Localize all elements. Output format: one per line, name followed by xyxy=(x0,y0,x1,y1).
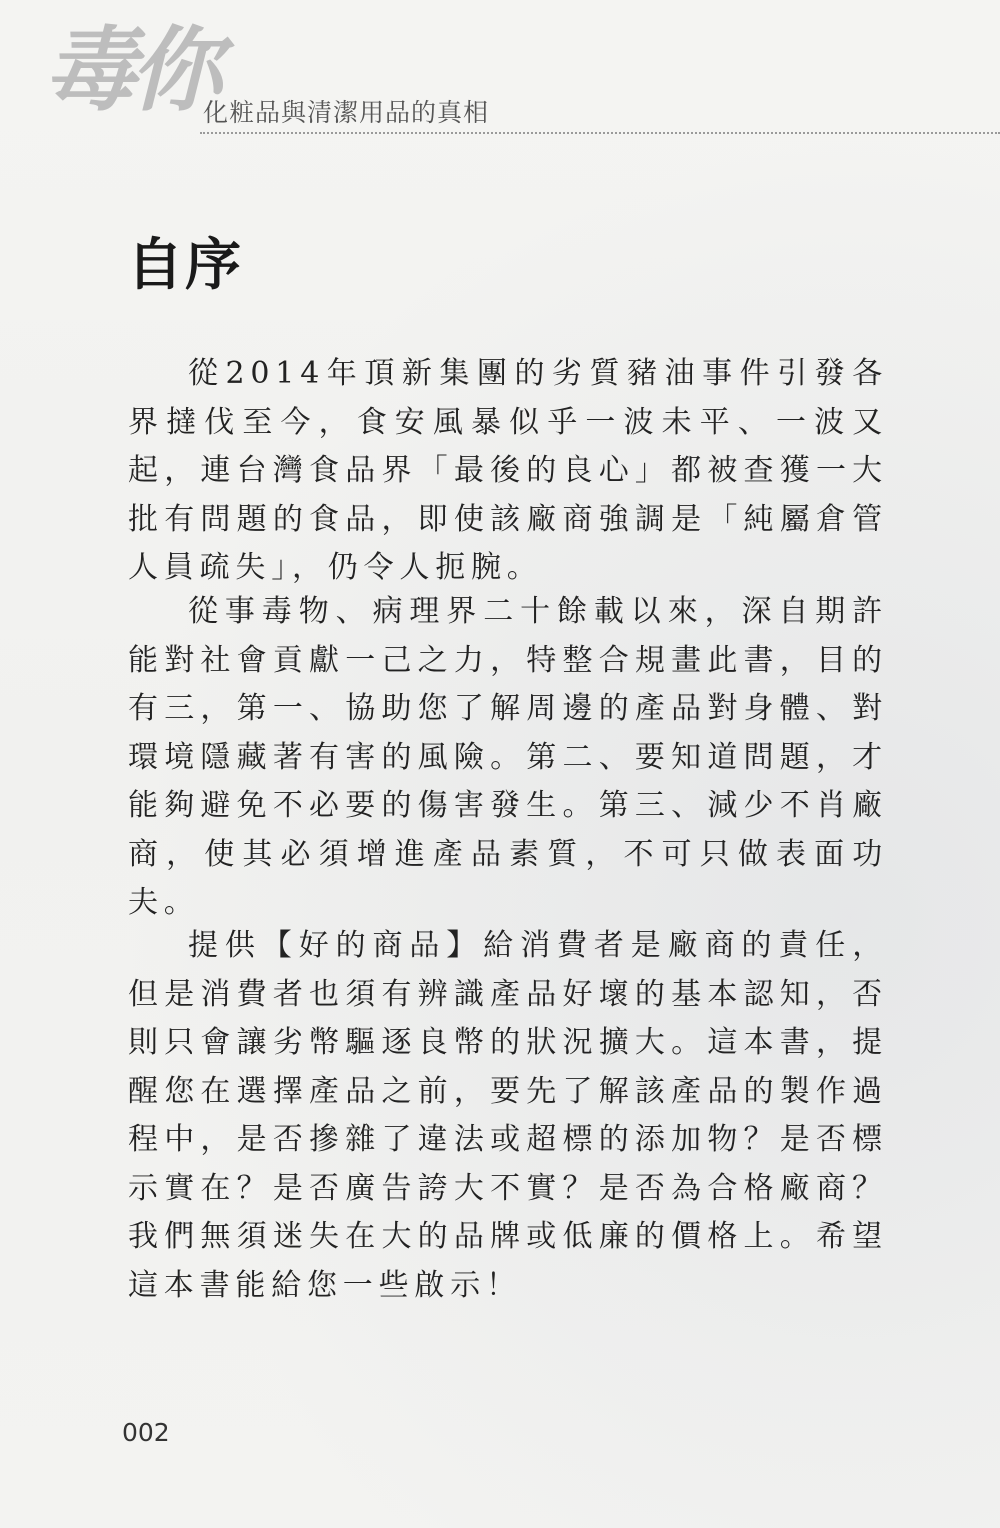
running-header-subtitle: 化粧品與清潔用品的真相 xyxy=(203,98,490,127)
header-divider xyxy=(200,132,1000,134)
paragraph-2: 從事毒物、病理界二十餘載以來，深自期許能對社會貢獻一己之力，特整合規畫此書，目的有三，第一、協助您了解周邊的產品對身體、對環境隱藏著有害的風險。第二、要知道問題，才能夠避免不必要的傷害發生。第三、減少不肖廠商，使其必須增進產品素質，不可只做表面功夫。 xyxy=(128,594,888,920)
page-number: 002 xyxy=(122,1418,170,1447)
series-logo-text: 毒你 xyxy=(44,16,217,124)
chapter-title: 自序 xyxy=(127,233,243,298)
paragraph-3: 提供【好的商品】給消費者是廠商的責任，但是消費者也須有辨識產品好壞的基本認知，否則只會讓劣幣驅逐良幣的狀況擴大。這本書，提醒您在選擇產品之前，要先了解該產品的製作過程中，是否摻雜了違法或超標的添加物？是否標示實在？是否廣告誇大不實？是否為合格廠商？我們無須迷失在大的品牌或低廉的價格上。希望這本書能給您一些啟示！ xyxy=(128,928,888,1303)
paragraph-1: 從2014年頂新集團的劣質豬油事件引發各界撻伐至今，食安風暴似乎一波未平、一波又起，連台灣食品界「最後的良心」都被查獲一大批有問題的食品，即使該廠商強調是「純屬倉管人員疏失」，仍令人扼腕。 xyxy=(128,356,888,585)
